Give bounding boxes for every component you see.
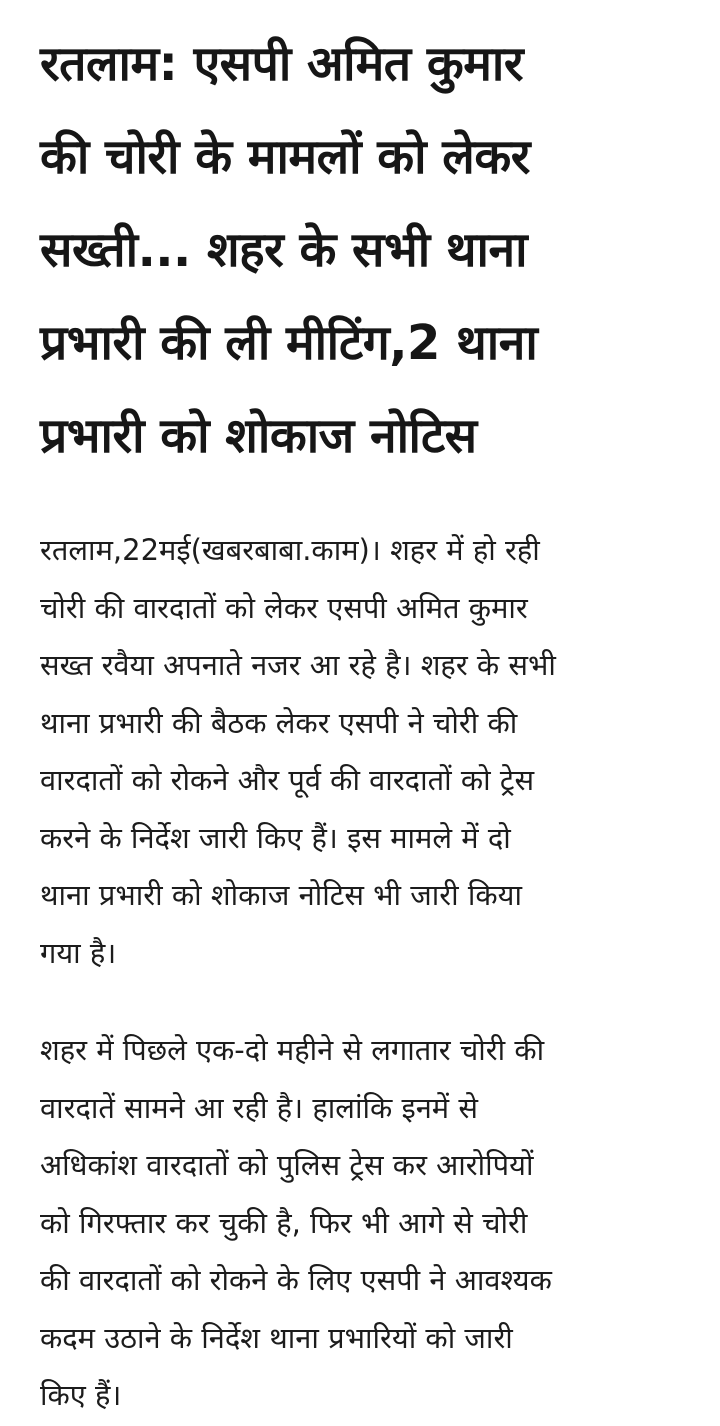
paragraph-line: करने के निर्देश जारी किए हैं। इस मामले में दो <box>40 820 511 855</box>
paragraph-line: को गिरफ्तार कर चुकी है, फिर भी आगे से चोरी <box>40 1205 528 1240</box>
headline-line: रतलाम: एसपी अमित कुमार <box>40 36 523 92</box>
paragraph-line: कदम उठाने के निर्देश थाना प्रभारियों को जारी <box>40 1320 513 1355</box>
headline-line: प्रभारी की ली मीटिंग,2 थाना <box>40 315 538 371</box>
paragraph-line: गया है। <box>40 935 117 970</box>
paragraph-line: किए हैं। <box>40 1378 122 1412</box>
article-headline <box>40 18 680 483</box>
headline-line: सख्ती... शहर के सभी थाना <box>40 222 528 278</box>
article-paragraph-2 <box>40 1022 552 1425</box>
paragraph-line: शहर में पिछले एक-दो महीने से लगातार चोरी की <box>40 1033 545 1067</box>
headline-line: की चोरी के मामलों को लेकर <box>40 129 530 185</box>
headline-line: प्रभारी को शोकाज नोटिस <box>40 408 477 464</box>
paragraph-line: रतलाम,22मई(खबरबाबा.काम)। शहर में हो रही <box>40 533 540 567</box>
paragraph-line: चोरी की वारदातों को लेकर एसपी अमित कुमार <box>40 590 528 625</box>
paragraph-line: सख्त रवैया अपनाते नजर आ रहे है। शहर के सभी <box>40 648 556 682</box>
paragraph-line: थाना प्रभारी को शोकाज नोटिस भी जारी किया <box>40 878 523 912</box>
paragraph-line: की वारदातों को रोकने के लिए एसपी ने आवश्यक <box>40 1263 552 1297</box>
paragraph-line: वारदातों को रोकने और पूर्व की वारदातों को ट्रेस <box>40 763 535 797</box>
paragraph-line: वारदातें सामने आ रही है। हालांकि इनमें से <box>40 1090 478 1125</box>
paragraph-line: अधिकांश वारदातों को पुलिस ट्रेस कर आरोपियों <box>40 1148 534 1182</box>
article-paragraph-1 <box>40 522 556 982</box>
paragraph-line: थाना प्रभारी की बैठक लेकर एसपी ने चोरी की <box>40 705 518 740</box>
